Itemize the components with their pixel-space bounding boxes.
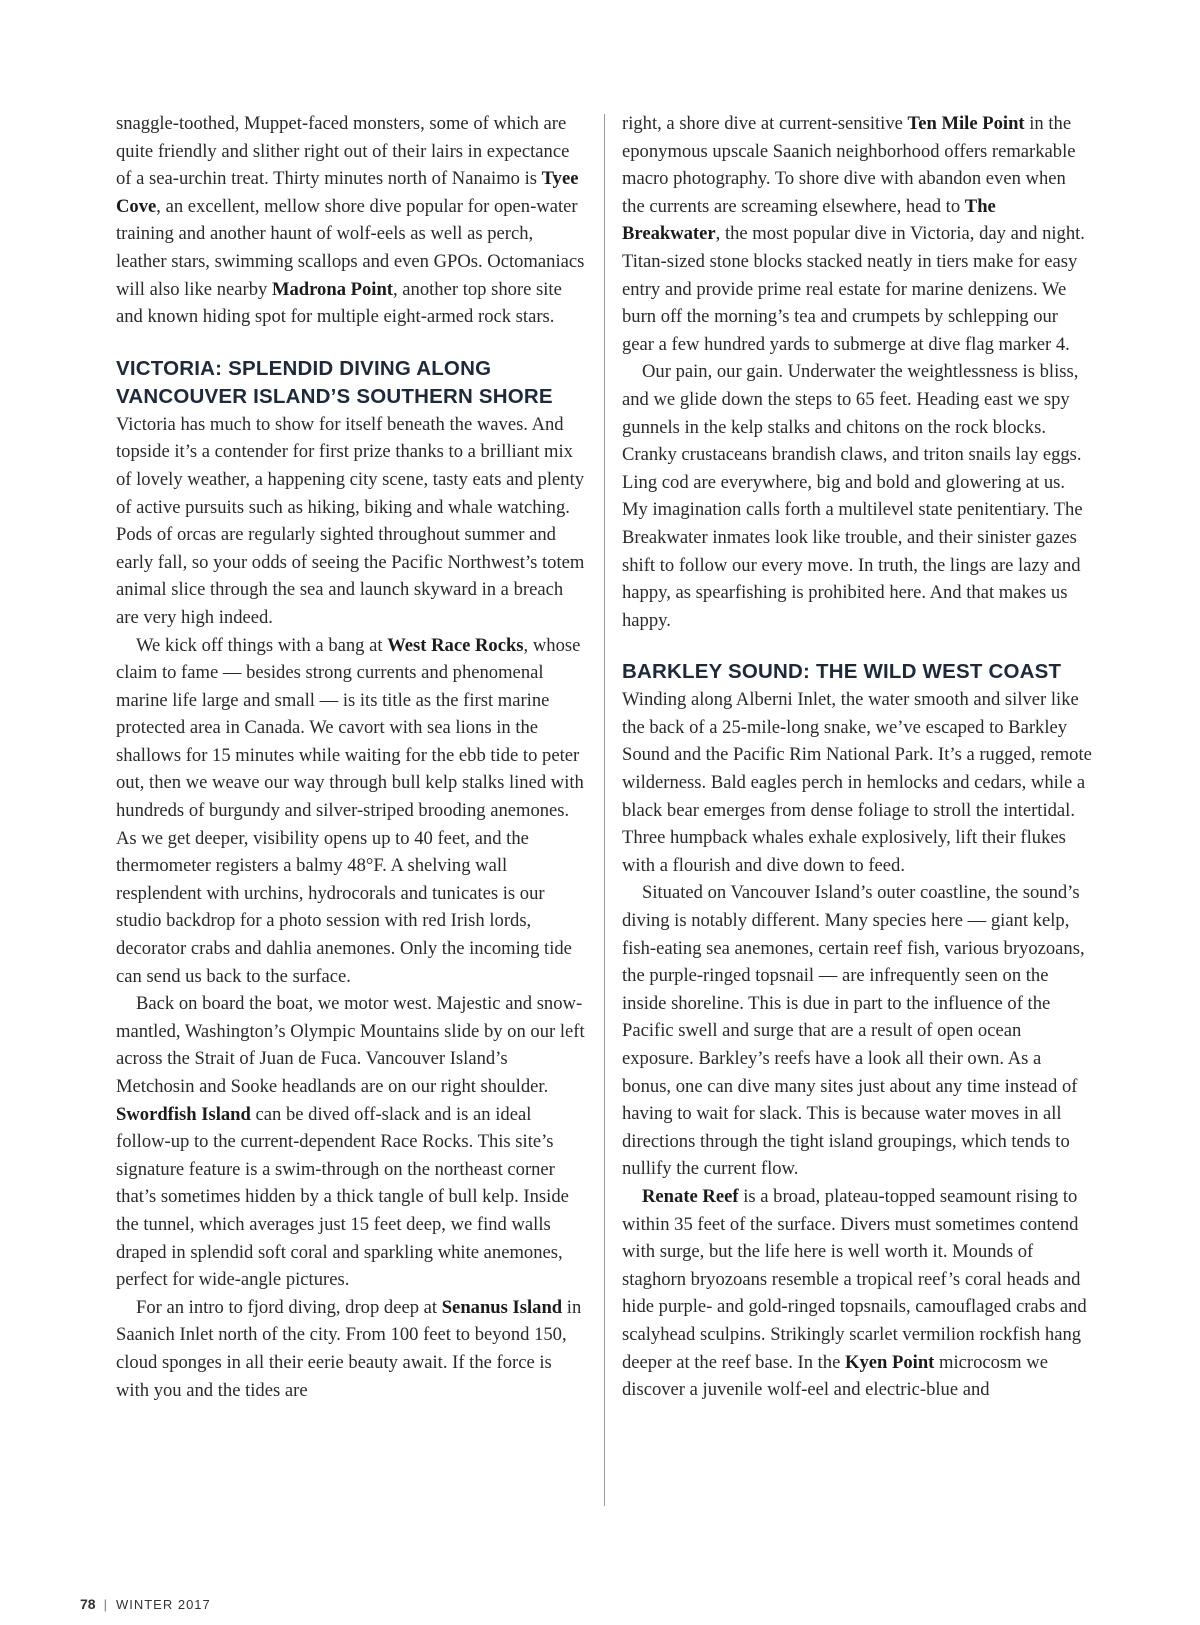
- section-heading-barkley: BARKLEY SOUND: THE WILD WEST COAST: [622, 660, 1062, 684]
- paragraph: Our pain, our gain. Underwater the weightlessness is bliss, and we glide down the steps to 65 feet. Heading east we spy gunnels in the kelp stalks and chitons on the rock blocks. Cranky crustaceans brandish claws, and triton snails lay eggs. Ling cod are everywhere, big and bold and glowering at us. My imagination calls forth a multilevel state penitentiary. The Breakwater inmates look like trouble, and their sinister gazes shift to follow our every move. In truth, the lings are lazy and happy, as spearfishing is prohibited here. And that makes us happy.: [622, 361, 1083, 631]
- right-column: [622, 110, 1092, 1404]
- paragraph: Back on board the boat, we motor west. Majestic and snow-mantled, Washington’s Olympic Mountains slide by on our left across the Strait of Juan de Fuca. Vancouver Island’s Metchosin and Sooke headlands are on our right shoulder. Swordfish Island can be dived off-slack and is an ideal follow-up to the current-dependent Race Rocks. This site’s signature feature is a swim-through on the northeast corner that’s sometimes hidden by a thick tangle of bull kelp. Inside the tunnel, which averages just 15 feet deep, we find walls draped in splendid soft coral and sparkling white anemones, perfect for wide-angle pictures.: [116, 993, 585, 1291]
- footer-separator: |: [103, 1597, 108, 1612]
- dive-site-name: Madrona Point: [271, 278, 393, 300]
- page-footer: [80, 1596, 211, 1612]
- paragraph: We kick off things with a bang at West Race Rocks, whose claim to fame — besides strong currents and phenomenal marine life large and small — is its title as the first marine protected area in Canada. We cavort with sea lions in the shallows for 15 minutes while waiting for the ebb tide to peter out, then we weave our way through bull kelp stalks lined with hundreds of burgundy and silver-striped brooding anemones. As we get deeper, visibility opens up to 40 feet, and the thermometer registers a balmy 48°F. A shelving wall resplendent with urchins, hydrocorals and tunicates is our studio backdrop for a photo session with red Irish lords, decorator crabs and dahlia anemones. Only the incoming tide can send us back to the surface.: [116, 634, 584, 987]
- dive-site-name: Renate Reef: [642, 1185, 739, 1207]
- dive-site-name: The Breakwater: [622, 195, 996, 245]
- paragraph: Victoria has much to show for itself beneath the waves. And topside it’s a contender for first prize thanks to a brilliant mix of lovely weather, a happening city scene, tasty eats and plenty of active pursuits such as hiking, biking and whale watching. Pods of orcas are regularly sighted throughout summer and early fall, so your odds of seeing the Pacific Northwest’s totem animal slice through the sea and launch skyward in a breach are very high indeed.: [116, 413, 585, 628]
- paragraph: Winding along Alberni Inlet, the water smooth and silver like the back of a 25-mile-long snake, we’ve escaped to Barkley Sound and the Pacific Rim National Park. It’s a rugged, remote wilderness. Bald eagles perch in hemlocks and cedars, while a black bear emerges from dense foliage to stroll the intertidal. Three humpback whales exhale explosively, lift their flukes with a flourish and dive down to feed.: [622, 689, 1092, 876]
- page-number: 78: [80, 1596, 96, 1612]
- dive-site-name: West Race Rocks: [387, 634, 524, 656]
- paragraph: For an intro to fjord diving, drop deep at Senanus Island in Saanich Inlet north of the city. From 100 feet to beyond 150, cloud sponges in all their eerie beauty await. If the force is with you and the tides are: [116, 1296, 582, 1401]
- paragraph: snaggle-toothed, Muppet-faced monsters, some of which are quite friendly and slither right out of their lairs in expectance of a sea-urchin treat. Thirty minutes north of Nanaimo is Tyee Cove, an excellent, mellow shore dive popular for open-water training and another haunt of wolf-eels as well as perch, leather stars, swimming scallops and even GPOs. Octomaniacs will also like nearby Madrona Point, another top shore site and known hiding spot for multiple eight-armed rock stars.: [116, 113, 585, 328]
- dive-site-name: Swordfish Island: [116, 1103, 251, 1125]
- dive-site-name: Kyen Point: [845, 1351, 935, 1373]
- section-heading-victoria: VICTORIA: SPLENDID DIVING ALONG VANCOUVER ISLAND’S SOUTHERN SHORE: [116, 356, 553, 408]
- dive-site-name: Tyee Cove: [116, 168, 579, 217]
- paragraph: Situated on Vancouver Island’s outer coastline, the sound’s diving is notably different. Many species here — giant kelp, fish-eating sea anemones, certain reef fish, various bryozoans, the purple-ringed topsnail — are infrequently seen on the inside shoreline. This is due in part to the influence of the Pacific swell and surge that are a result of open ocean exposure. Barkley’s reefs have a look all their own. As a bonus, one can dive many sites just about any time instead of having to wait for slack. This is because water moves in all directions through the tight island groupings, which tends to nullify the current flow.: [622, 882, 1085, 1180]
- paragraph: right, a shore dive at current-sensitive Ten Mile Point in the eponymous upscale Saanich neighborhood offers remarkable macro photography. To shore dive with abandon even when the currents are screaming elsewhere, head to The Breakwater, the most popular dive in Victoria, day and night. Titan-sized stone blocks stacked neatly in tiers make for easy entry and provide prime real estate for marine denizens. We burn off the morning’s tea and crumpets by schlepping our gear a few hundred yards to submerge at dive flag marker 4.: [622, 113, 1085, 355]
- paragraph: Renate Reef is a broad, plateau-topped seamount rising to within 35 feet of the surface. Divers must sometimes contend with surge, but the life here is well worth it. Mounds of staghorn bryozoans resemble a tropical reef’s coral heads and hide purple- and gold-ringed topsnails, camouflaged crabs and scalyhead sculpins. Strikingly scarlet vermilion rockfish hang deeper at the reef base. In the Kyen Point microcosm we discover a juvenile wolf-eel and electric-blue and: [622, 1185, 1087, 1401]
- issue-label: WINTER 2017: [115, 1597, 211, 1612]
- dive-site-name: Senanus Island: [441, 1296, 563, 1318]
- left-column: [116, 110, 586, 1404]
- column-divider: [604, 114, 605, 1506]
- dive-site-name: Ten Mile Point: [907, 113, 1025, 134]
